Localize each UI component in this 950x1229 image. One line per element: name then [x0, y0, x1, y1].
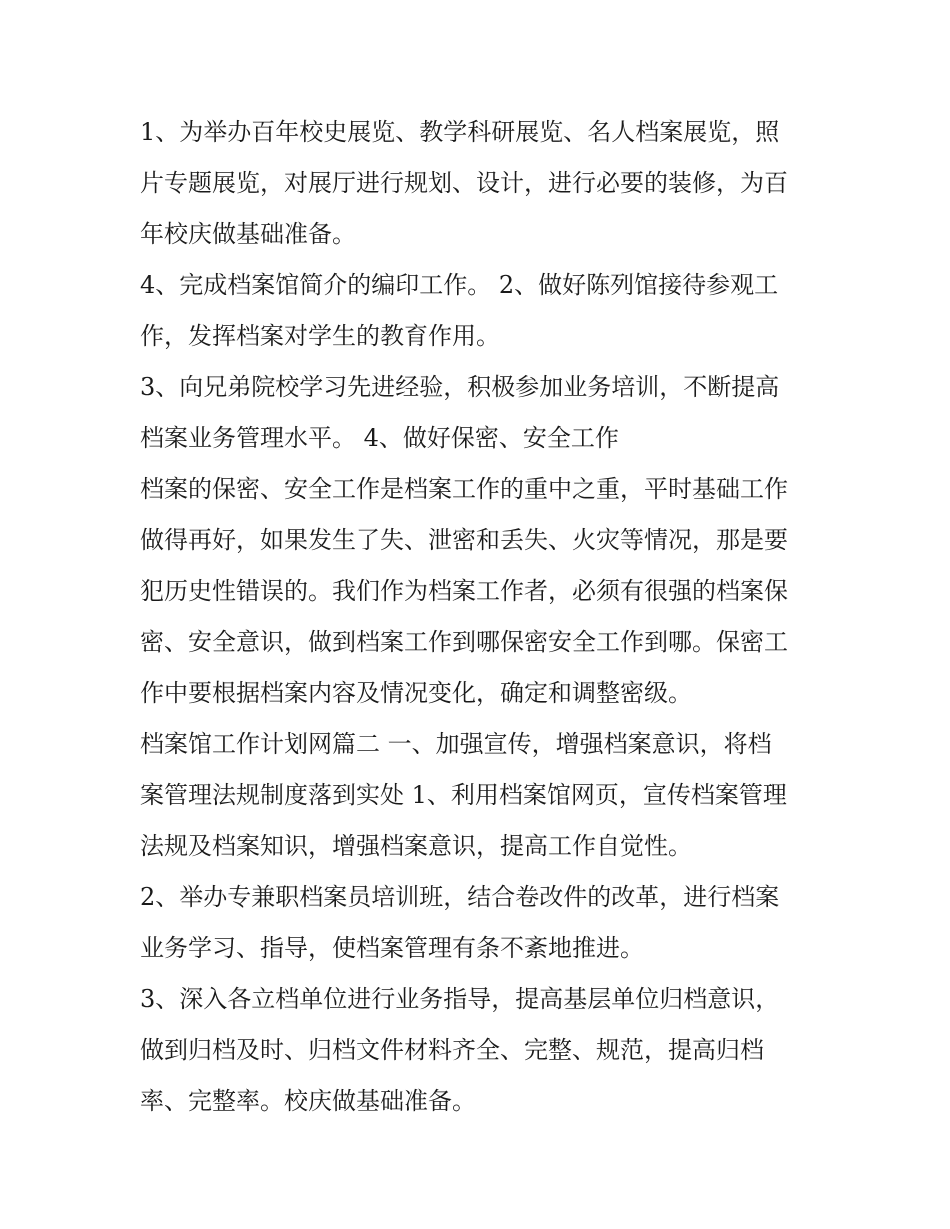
text-line: 档案馆工作计划网篇二 一、加强宣传，增强档案意识，将档	[140, 730, 772, 758]
text-line: 作，发挥档案对学生的教育作用。	[140, 322, 500, 350]
text-line: 做得再好，如果发生了失、泄密和丢失、火灾等情况，那是要	[140, 526, 788, 554]
text-line: 1、为举办百年校史展览、教学科研展览、名人档案展览，照	[140, 118, 780, 146]
text-line: 2、举办专兼职档案员培训班，结合卷改件的改革，进行档案	[140, 883, 780, 911]
text-line: 做到归档及时、归档文件材料齐全、完整、规范，提高归档	[140, 1036, 764, 1064]
document-body	[140, 107, 820, 1127]
text-line: 3、向兄弟院校学习先进经验，积极参加业务培训，不断提高	[140, 373, 780, 401]
text-line: 档案业务管理水平。 4、做好保密、安全工作	[140, 424, 619, 452]
text-line: 业务学习、指导，使档案管理有条不紊地推进。	[140, 934, 644, 962]
text-line: 年校庆做基础准备。	[140, 220, 356, 248]
text-line: 案管理法规制度落到实处 1、利用档案馆网页，宣传档案管理	[140, 781, 787, 809]
text-line: 法规及档案知识，增强档案意识，提高工作自觉性。	[140, 832, 692, 860]
text-line: 密、安全意识，做到档案工作到哪保密安全工作到哪。保密工	[140, 628, 788, 656]
text-line: 片专题展览，对展厅进行规划、设计，进行必要的装修，为百	[140, 169, 788, 197]
text-line: 率、完整率。校庆做基础准备。	[140, 1087, 476, 1115]
text-line: 3、深入各立档单位进行业务指导，提高基层单位归档意识，	[140, 985, 780, 1013]
text-line: 犯历史性错误的。我们作为档案工作者，必须有很强的档案保	[140, 577, 788, 605]
text-line: 作中要根据档案内容及情况变化，确定和调整密级。	[140, 679, 692, 707]
text-line: 档案的保密、安全工作是档案工作的重中之重，平时基础工作	[140, 475, 788, 503]
text-line: 4、完成档案馆简介的编印工作。 2、做好陈列馆接待参观工	[140, 271, 779, 299]
